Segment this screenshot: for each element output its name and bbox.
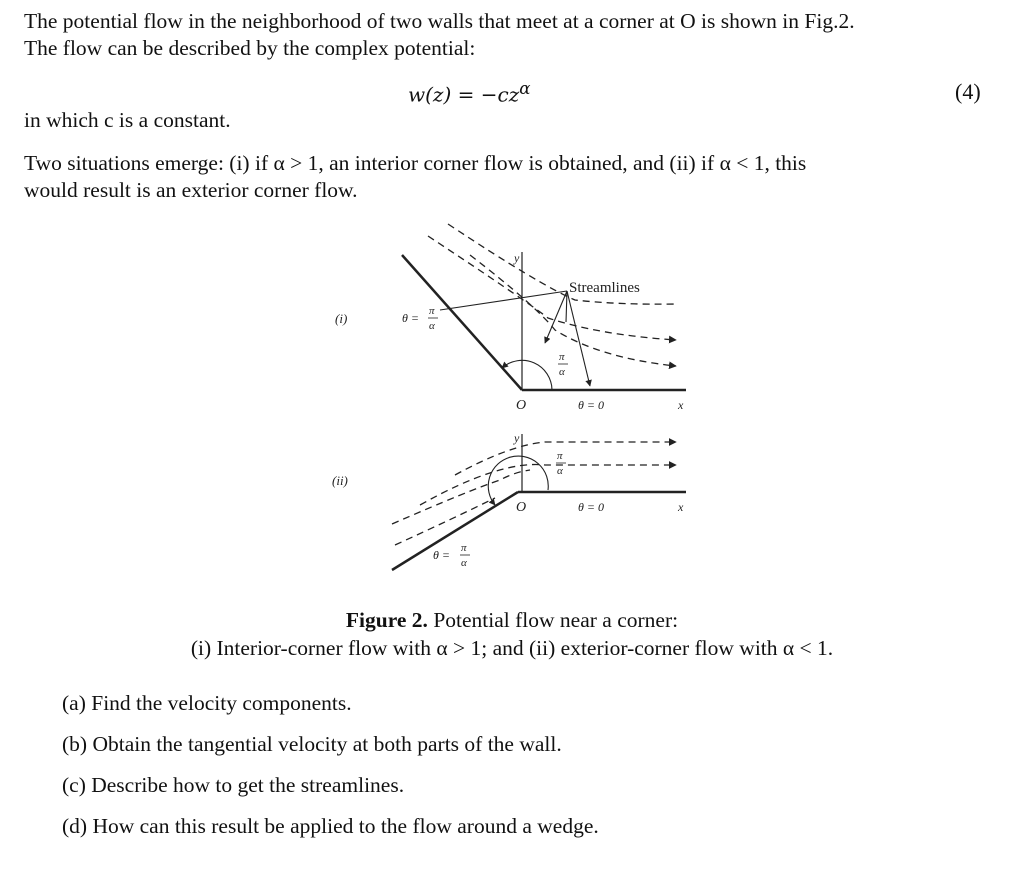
situations-line-2: would result is an exterior corner flow. — [24, 178, 358, 202]
theta-zero-label-i: θ = 0 — [578, 398, 604, 412]
wall-inclined-ii — [392, 492, 518, 570]
streamlines-label: Streamlines — [569, 280, 640, 296]
caption-figure-label: Figure 2. — [345, 608, 428, 632]
intro-line-1: The potential flow in the neighborhood of two walls that meet at a corner at O is shown in Fig.2. — [24, 9, 855, 33]
streamline-i-3 — [470, 255, 676, 366]
leader-line-3 — [567, 291, 590, 386]
y-axis-label-i: y — [514, 251, 520, 265]
x-axis-label-ii: x — [678, 500, 684, 514]
pi-label-ii: π — [461, 542, 467, 554]
streamline-ii-1 — [455, 442, 676, 475]
equation-text: w(z) = −cz — [408, 82, 520, 107]
question-d: (d) How can this result be applied to the flow around a wedge. — [62, 814, 599, 838]
question-list — [62, 688, 599, 852]
theta-zero-label-ii: θ = 0 — [578, 500, 604, 514]
question-a: (a) Find the velocity components. — [62, 691, 352, 715]
leader-line-1 — [440, 291, 567, 310]
question-b: (b) Obtain the tangential velocity at both parts of the wall. — [62, 732, 562, 756]
interior-corner-diagram — [402, 224, 686, 390]
situations-line-1: Two situations emerge: (i) if α > 1, an interior corner flow is obtained, and (ii) if α < 1, this — [24, 151, 807, 175]
x-axis-label-i: x — [678, 398, 684, 412]
theta-eq-label-i: θ = — [402, 311, 419, 325]
question-c: (c) Describe how to get the streamlines. — [62, 773, 405, 797]
intro-line-2: The flow can be described by the complex potential: — [24, 36, 476, 60]
caption-title: Potential flow near a corner: — [427, 608, 679, 632]
case-i-label: (i) — [335, 311, 348, 326]
equation-exponent: α — [519, 79, 531, 98]
alpha-label-i-arc: α — [559, 366, 565, 378]
pi-label-i: π — [429, 305, 435, 317]
alpha-label-i: α — [429, 320, 435, 332]
origin-label-ii: O — [516, 500, 527, 515]
alpha-label-ii-arc: α — [557, 465, 563, 477]
y-axis-label-ii: y — [514, 431, 520, 445]
figure-caption — [0, 606, 1024, 662]
case-ii-label: (ii) — [332, 473, 348, 488]
pi-label-ii-arc: π — [557, 450, 563, 462]
pi-label-i-arc: π — [559, 351, 565, 363]
constant-note: in which c is a constant. — [24, 108, 231, 132]
theta-eq-label-ii: θ = — [433, 548, 450, 562]
origin-label-i: O — [516, 398, 527, 413]
alpha-label-ii: α — [461, 557, 467, 569]
caption-line-2: (i) Interior-corner flow with α > 1; and (ii) exterior-corner flow with α < 1. — [190, 636, 834, 660]
wall-inclined-i — [402, 255, 522, 390]
equation-number: (4) — [955, 79, 981, 104]
caption-line-1 — [0, 606, 1024, 634]
